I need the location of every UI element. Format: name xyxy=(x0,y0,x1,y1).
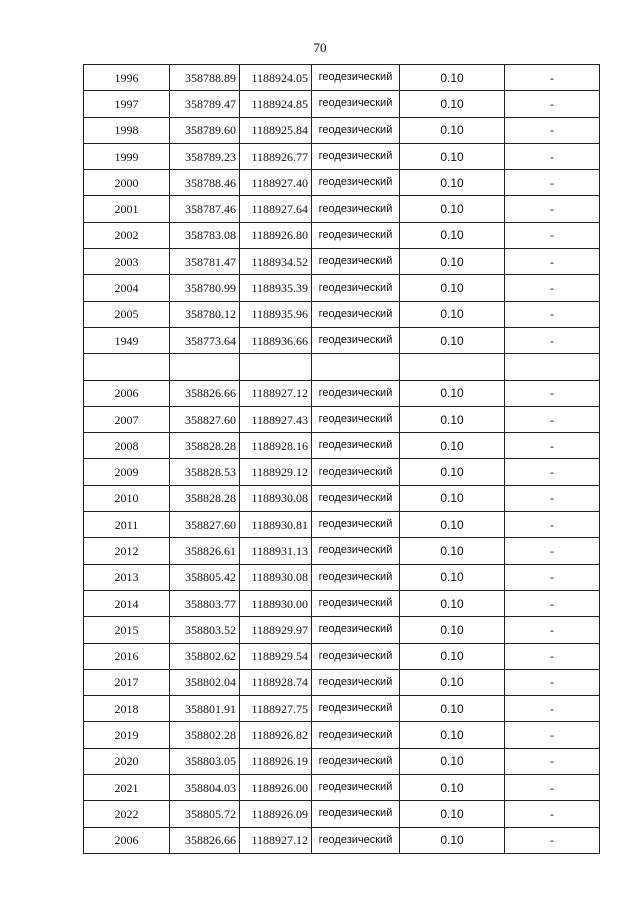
table-row xyxy=(84,91,600,117)
table-row xyxy=(84,512,600,538)
method-cell: геодезический xyxy=(312,249,400,275)
accuracy-cell: 0.10 xyxy=(400,196,505,222)
x-coordinate-cell: 358802.04 xyxy=(170,669,240,695)
point-number-cell: 2001 xyxy=(84,196,170,222)
x-coordinate-cell: 358802.28 xyxy=(170,722,240,748)
accuracy-cell: 0.10 xyxy=(400,669,505,695)
y-coordinate-cell: 1188927.75 xyxy=(240,696,312,722)
table-row xyxy=(84,117,600,143)
table-row xyxy=(84,696,600,722)
description-cell: - xyxy=(505,301,600,327)
point-number-cell: 2015 xyxy=(84,617,170,643)
table-row xyxy=(84,801,600,827)
y-coordinate-cell: 1188926.00 xyxy=(240,775,312,801)
x-coordinate-cell: 358788.46 xyxy=(170,170,240,196)
y-coordinate-cell: 1188928.16 xyxy=(240,433,312,459)
method-cell: геодезический xyxy=(312,301,400,327)
accuracy-cell: 0.10 xyxy=(400,459,505,485)
table-row xyxy=(84,722,600,748)
description-cell: - xyxy=(505,748,600,774)
y-coordinate-cell: 1188927.43 xyxy=(240,406,312,432)
point-number-cell: 2019 xyxy=(84,722,170,748)
point-number-cell: 2012 xyxy=(84,538,170,564)
x-coordinate-cell: 358828.28 xyxy=(170,485,240,511)
description-cell: - xyxy=(505,696,600,722)
point-number-cell: 2006 xyxy=(84,380,170,406)
point-number-cell: 2006 xyxy=(84,827,170,853)
x-coordinate-cell: 358805.72 xyxy=(170,801,240,827)
method-cell: геодезический xyxy=(312,222,400,248)
point-number-cell: 2004 xyxy=(84,275,170,301)
accuracy-cell xyxy=(400,354,505,380)
y-coordinate-cell: 1188924.05 xyxy=(240,65,312,91)
y-coordinate-cell: 1188929.97 xyxy=(240,617,312,643)
accuracy-cell: 0.10 xyxy=(400,775,505,801)
point-number-cell: 1999 xyxy=(84,143,170,169)
point-number-cell: 2018 xyxy=(84,696,170,722)
point-number-cell xyxy=(84,354,170,380)
accuracy-cell: 0.10 xyxy=(400,65,505,91)
y-coordinate-cell: 1188931.13 xyxy=(240,538,312,564)
point-number-cell: 2011 xyxy=(84,512,170,538)
table-row xyxy=(84,669,600,695)
y-coordinate-cell: 1188930.08 xyxy=(240,485,312,511)
x-coordinate-cell: 358827.60 xyxy=(170,512,240,538)
table-row xyxy=(84,406,600,432)
table-row xyxy=(84,380,600,406)
table-row xyxy=(84,827,600,853)
description-cell: - xyxy=(505,538,600,564)
table-row xyxy=(84,485,600,511)
y-coordinate-cell: 1188927.12 xyxy=(240,380,312,406)
method-cell: геодезический xyxy=(312,485,400,511)
accuracy-cell: 0.10 xyxy=(400,827,505,853)
accuracy-cell: 0.10 xyxy=(400,590,505,616)
description-cell: - xyxy=(505,669,600,695)
x-coordinate-cell: 358828.53 xyxy=(170,459,240,485)
method-cell xyxy=(312,354,400,380)
accuracy-cell: 0.10 xyxy=(400,564,505,590)
point-number-cell: 2000 xyxy=(84,170,170,196)
y-coordinate-cell: 1188926.09 xyxy=(240,801,312,827)
point-number-cell: 2009 xyxy=(84,459,170,485)
table-row xyxy=(84,459,600,485)
point-number-cell: 2017 xyxy=(84,669,170,695)
x-coordinate-cell xyxy=(170,354,240,380)
table-row xyxy=(84,775,600,801)
x-coordinate-cell: 358787.46 xyxy=(170,196,240,222)
page-number: 70 xyxy=(313,40,327,55)
y-coordinate-cell: 1188926.77 xyxy=(240,143,312,169)
description-cell: - xyxy=(505,327,600,353)
point-number-cell: 2020 xyxy=(84,748,170,774)
x-coordinate-cell: 358826.61 xyxy=(170,538,240,564)
description-cell: - xyxy=(505,275,600,301)
x-coordinate-cell: 358804.03 xyxy=(170,775,240,801)
method-cell: геодезический xyxy=(312,827,400,853)
accuracy-cell: 0.10 xyxy=(400,433,505,459)
y-coordinate-cell: 1188924.85 xyxy=(240,91,312,117)
point-number-cell: 2008 xyxy=(84,433,170,459)
accuracy-cell: 0.10 xyxy=(400,275,505,301)
accuracy-cell: 0.10 xyxy=(400,143,505,169)
y-coordinate-cell: 1188930.81 xyxy=(240,512,312,538)
x-coordinate-cell: 358788.89 xyxy=(170,65,240,91)
description-cell: - xyxy=(505,617,600,643)
table-row xyxy=(84,590,600,616)
y-coordinate-cell: 1188927.12 xyxy=(240,827,312,853)
y-coordinate-cell: 1188927.40 xyxy=(240,170,312,196)
description-cell: - xyxy=(505,827,600,853)
y-coordinate-cell: 1188934.52 xyxy=(240,249,312,275)
method-cell: геодезический xyxy=(312,801,400,827)
y-coordinate-cell: 1188936.66 xyxy=(240,327,312,353)
description-cell: - xyxy=(505,170,600,196)
accuracy-cell: 0.10 xyxy=(400,249,505,275)
x-coordinate-cell: 358805.42 xyxy=(170,564,240,590)
accuracy-cell: 0.10 xyxy=(400,538,505,564)
method-cell: геодезический xyxy=(312,696,400,722)
table-row xyxy=(84,564,600,590)
accuracy-cell: 0.10 xyxy=(400,301,505,327)
x-coordinate-cell: 358826.66 xyxy=(170,380,240,406)
description-cell: - xyxy=(505,801,600,827)
accuracy-cell: 0.10 xyxy=(400,485,505,511)
accuracy-cell: 0.10 xyxy=(400,643,505,669)
y-coordinate-cell: 1188927.64 xyxy=(240,196,312,222)
description-cell: - xyxy=(505,485,600,511)
y-coordinate-cell: 1188935.39 xyxy=(240,275,312,301)
accuracy-cell: 0.10 xyxy=(400,170,505,196)
description-cell: - xyxy=(505,512,600,538)
y-coordinate-cell: 1188935.96 xyxy=(240,301,312,327)
description-cell xyxy=(505,354,600,380)
method-cell: геодезический xyxy=(312,590,400,616)
method-cell: геодезический xyxy=(312,117,400,143)
y-coordinate-cell xyxy=(240,354,312,380)
point-number-cell: 2002 xyxy=(84,222,170,248)
x-coordinate-cell: 358789.23 xyxy=(170,143,240,169)
x-coordinate-cell: 358827.60 xyxy=(170,406,240,432)
x-coordinate-cell: 358803.77 xyxy=(170,590,240,616)
accuracy-cell: 0.10 xyxy=(400,327,505,353)
method-cell: геодезический xyxy=(312,512,400,538)
point-number-cell: 2007 xyxy=(84,406,170,432)
point-number-cell: 2014 xyxy=(84,590,170,616)
method-cell: геодезический xyxy=(312,275,400,301)
point-number-cell: 2003 xyxy=(84,249,170,275)
point-number-cell: 2022 xyxy=(84,801,170,827)
table-row xyxy=(84,196,600,222)
table-row xyxy=(84,617,600,643)
description-cell: - xyxy=(505,117,600,143)
table-row xyxy=(84,433,600,459)
accuracy-cell: 0.10 xyxy=(400,406,505,432)
table-row xyxy=(84,143,600,169)
x-coordinate-cell: 358783.08 xyxy=(170,222,240,248)
description-cell: - xyxy=(505,433,600,459)
table-row xyxy=(84,538,600,564)
y-coordinate-cell: 1188930.08 xyxy=(240,564,312,590)
x-coordinate-cell: 358780.12 xyxy=(170,301,240,327)
x-coordinate-cell: 358828.28 xyxy=(170,433,240,459)
method-cell: геодезический xyxy=(312,775,400,801)
y-coordinate-cell: 1188926.82 xyxy=(240,722,312,748)
x-coordinate-cell: 358801.91 xyxy=(170,696,240,722)
x-coordinate-cell: 358789.47 xyxy=(170,91,240,117)
accuracy-cell: 0.10 xyxy=(400,380,505,406)
table-row xyxy=(84,170,600,196)
description-cell: - xyxy=(505,143,600,169)
x-coordinate-cell: 358802.62 xyxy=(170,643,240,669)
description-cell: - xyxy=(505,380,600,406)
method-cell: геодезический xyxy=(312,538,400,564)
accuracy-cell: 0.10 xyxy=(400,748,505,774)
point-number-cell: 2016 xyxy=(84,643,170,669)
description-cell: - xyxy=(505,65,600,91)
table-row xyxy=(84,748,600,774)
x-coordinate-cell: 358803.05 xyxy=(170,748,240,774)
description-cell: - xyxy=(505,196,600,222)
method-cell: геодезический xyxy=(312,433,400,459)
accuracy-cell: 0.10 xyxy=(400,722,505,748)
y-coordinate-cell: 1188926.80 xyxy=(240,222,312,248)
description-cell: - xyxy=(505,249,600,275)
point-number-cell: 1949 xyxy=(84,327,170,353)
method-cell: геодезический xyxy=(312,406,400,432)
y-coordinate-cell: 1188928.74 xyxy=(240,669,312,695)
description-cell: - xyxy=(505,643,600,669)
description-cell: - xyxy=(505,590,600,616)
x-coordinate-cell: 358803.52 xyxy=(170,617,240,643)
description-cell: - xyxy=(505,775,600,801)
point-number-cell: 2010 xyxy=(84,485,170,511)
method-cell: геодезический xyxy=(312,143,400,169)
accuracy-cell: 0.10 xyxy=(400,617,505,643)
method-cell: геодезический xyxy=(312,617,400,643)
method-cell: геодезический xyxy=(312,722,400,748)
table-row xyxy=(84,643,600,669)
table-row xyxy=(84,354,600,380)
point-number-cell: 1996 xyxy=(84,65,170,91)
point-number-cell: 1997 xyxy=(84,91,170,117)
accuracy-cell: 0.10 xyxy=(400,117,505,143)
x-coordinate-cell: 358789.60 xyxy=(170,117,240,143)
description-cell: - xyxy=(505,564,600,590)
method-cell: геодезический xyxy=(312,91,400,117)
method-cell: геодезический xyxy=(312,327,400,353)
point-number-cell: 2013 xyxy=(84,564,170,590)
accuracy-cell: 0.10 xyxy=(400,801,505,827)
point-number-cell: 2021 xyxy=(84,775,170,801)
accuracy-cell: 0.10 xyxy=(400,222,505,248)
method-cell: геодезический xyxy=(312,643,400,669)
method-cell: геодезический xyxy=(312,170,400,196)
description-cell: - xyxy=(505,406,600,432)
y-coordinate-cell: 1188929.12 xyxy=(240,459,312,485)
table-row xyxy=(84,275,600,301)
x-coordinate-cell: 358826.66 xyxy=(170,827,240,853)
table-row xyxy=(84,301,600,327)
method-cell: геодезический xyxy=(312,669,400,695)
accuracy-cell: 0.10 xyxy=(400,91,505,117)
method-cell: геодезический xyxy=(312,196,400,222)
y-coordinate-cell: 1188926.19 xyxy=(240,748,312,774)
coordinates-table-body xyxy=(84,65,600,854)
description-cell: - xyxy=(505,459,600,485)
accuracy-cell: 0.10 xyxy=(400,512,505,538)
method-cell: геодезический xyxy=(312,564,400,590)
description-cell: - xyxy=(505,222,600,248)
table-row xyxy=(84,249,600,275)
table-row xyxy=(84,222,600,248)
point-number-cell: 2005 xyxy=(84,301,170,327)
y-coordinate-cell: 1188929.54 xyxy=(240,643,312,669)
table-row xyxy=(84,327,600,353)
table-row xyxy=(84,65,600,91)
method-cell: геодезический xyxy=(312,380,400,406)
x-coordinate-cell: 358773.64 xyxy=(170,327,240,353)
description-cell: - xyxy=(505,91,600,117)
y-coordinate-cell: 1188925.84 xyxy=(240,117,312,143)
method-cell: геодезический xyxy=(312,748,400,774)
description-cell: - xyxy=(505,722,600,748)
method-cell: геодезический xyxy=(312,65,400,91)
coordinates-table xyxy=(83,64,600,854)
accuracy-cell: 0.10 xyxy=(400,696,505,722)
method-cell: геодезический xyxy=(312,459,400,485)
point-number-cell: 1998 xyxy=(84,117,170,143)
y-coordinate-cell: 1188930.00 xyxy=(240,590,312,616)
x-coordinate-cell: 358781.47 xyxy=(170,249,240,275)
x-coordinate-cell: 358780.99 xyxy=(170,275,240,301)
